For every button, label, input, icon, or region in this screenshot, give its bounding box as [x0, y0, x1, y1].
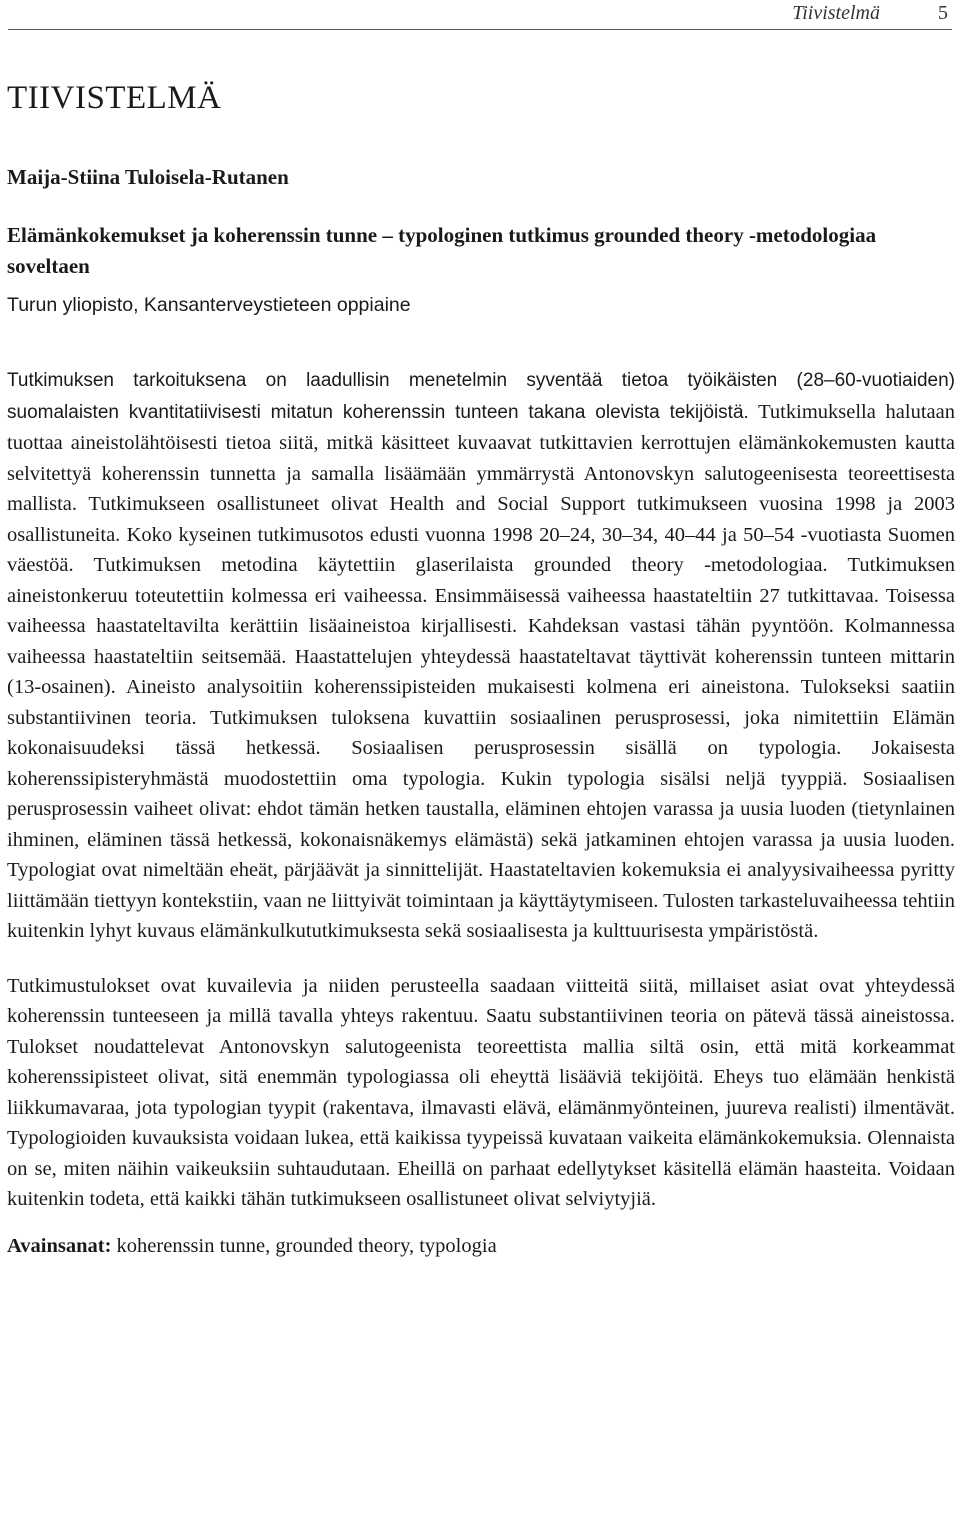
results-paragraph: Tutkimustulokset ovat kuvailevia ja niiden perusteella saadaan viitteitä siitä, millaiset asiat ovat yhteydessä koherenssin tunteeseen ja millä tavalla yhteys rakentuu. Saatu substantiivinen teoria on pätevä tässä aineistossa. Tulokset noudattelevat Antonovskyn salutogeenista teoreettista mallia siltä osin, että mitä korkeammat koherenssipisteet olivat, sitä enemmän typologiassa oli eheyttä lisääviä tekijöitä. Eheys tuo elämään henkistä liikkumavaraa, jota typologian tyypit (rakentava, ilmavasti elävä, elämänmyönteinen, juureva realisti) ilmentävät. Typologioiden kuvauksista voidaan lukea, että kaikissa tyypeissä kuvataan vaikeita elämänkokemuksia. Olennaista on se, miten näihin vaikeuksiin suhtaudutaan. Eheillä on parhaat edellytykset käsitellä elämän haasteita. Voidaan kuitenkin todeta, että kaikki tähän tutkimukseen osallistuneet olivat selviytyjiä. — [7, 974, 955, 1210]
page-heading: TIIVISTELMÄ — [7, 80, 222, 116]
running-title: Tiivistelmä — [792, 2, 880, 24]
running-header — [8, 0, 952, 30]
abstract-body: Tutkimuksella halutaan tuottaa aineistolähtöisesti tietoa siitä, mitkä käsitteet kuvaavat tutkittavien kerrottujen elämänkokemusten kautta selvitettyä koherenssin tunnetta ja samalla lisäämään ymmärrystä Antonovskyn salutogeenisesta teoreettisesta mallista. Tutkimukseen osallistuneet olivat Health and Social Support tutkimukseen vuosina 1998 ja 2003 osallistuneita. Koko kyseinen tutkimusotos edusti vuonna 1998 20–24, 30–34, 40–44 ja 50–54 -vuotiasta Suomen väestöä. Tutkimuksen metodina käytettiin glaserilaista grounded theory -metodologiaa. Tutkimuksen aineistonkeruu toteutettiin kolmessa eri vaiheessa. Ensimmäisessä vaiheessa haastateltiin 27 tutkittavaa. Toisessa vaiheessa haastateltavilta kerättiin lisäaineistoa kirjallisesti. Kahdeksan vastasi tähän pyyntöön. Kolmannessa vaiheessa haastateltiin seitsemää. Haastattelujen yhteydessä haastateltavat täyttivät koherenssin tunteen mittarin (13-osainen). Aineisto analysoitiin koherenssipisteiden mukaisesti kolmena eri aineistona. Tulokseksi saatiin substantiivinen teoria. Tutkimuksen tuloksena kuvattiin sosiaalinen perusprosessi, joka nimitettiin Elämän kokonaisuudeksi tässä hetkessä. Sosiaalisen perusprosessin sisällä on typologia. Jokaisesta koherenssipisteryhmästä muodostettiin oma typologia. Kukin typologia sisälsi neljä tyyppiä. Sosiaalisen perusprosessin vaiheet olivat: ehdot tämän hetken taustalla, eläminen ehtojen varassa ja uusia luoden (tietynlainen ihminen, eläminen tässä hetkessä, kokonaisnäkemys elämästä) sekä jatkaminen ehtojen varassa ja uusia luoden. Typologiat ovat nimeltään eheät, pärjäävät ja sinnittelijät. Haastateltavien kokemuksia ei analyysivaiheessa pyritty liittämään tiettyyn kontekstiin, vaan ne liittyivät toimintaan ja käyttäytymiseen. Tulosten tarkasteluvaiheessa tehtiin kuitenkin lyhyt kuvaus elämänkulkututkimuksesta sekä sosiaalisesta ja kulttuurisesta ympäristöstä. — [7, 400, 955, 942]
keywords-label: Avainsanat: — [7, 1234, 112, 1257]
affiliation: Turun yliopisto, Kansanterveystieteen oppiaine — [7, 294, 411, 316]
keywords — [7, 1231, 955, 1261]
author-name: Maija-Stiina Tuloisela-Rutanen — [7, 165, 289, 189]
abstract-lead: Tutkimuksen tarkoituksena on laadullisin menetelmin syventää tietoa työikäisten (28–60-vuotiaiden) suomalaisten kvantitatiivisesti mitatun koherenssin tunteen takana olevista tekijöistä. — [7, 370, 955, 423]
page-number: 5 — [938, 2, 948, 24]
abstract-paragraph — [7, 365, 955, 947]
keywords-value: koherenssin tunne, grounded theory, typologia — [111, 1234, 497, 1257]
thesis-title: Elämänkokemukset ja koherenssin tunne – typologinen tutkimus grounded theory -metodologiaa soveltaen — [7, 223, 877, 278]
page-content — [7, 80, 955, 1261]
